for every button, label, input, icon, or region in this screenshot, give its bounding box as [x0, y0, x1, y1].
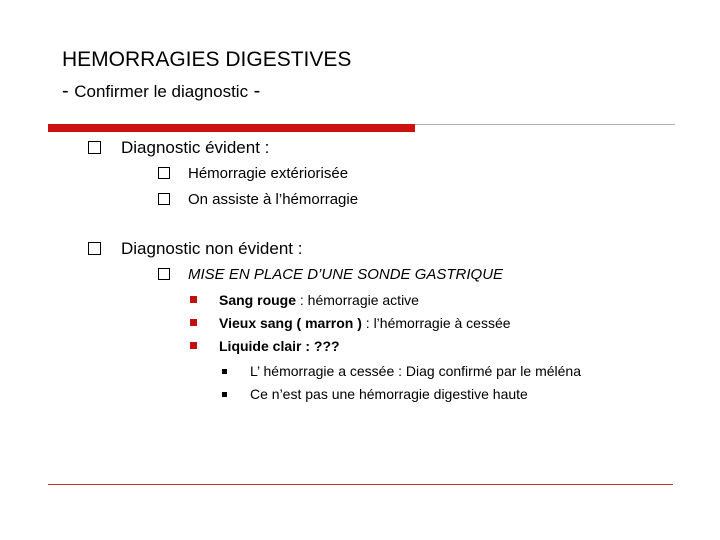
slide-subtitle [62, 80, 260, 103]
square-outline-bullet-icon [158, 268, 170, 280]
sub-bullet-label: Hémorragie extériorisée [188, 165, 349, 182]
footer-rule [48, 484, 673, 485]
level3-bullet-item [190, 291, 419, 309]
level4-label: Ce n’est pas une hémorragie digestive haute [250, 386, 528, 402]
level3-bold-label: Vieux sang ( marron ) [219, 315, 362, 331]
sub-bullet-label: MISE EN PLACE D’UNE SONDE GASTRIQUE [188, 266, 504, 283]
small-square-bullet-icon [222, 392, 227, 397]
sub-bullet-item [158, 265, 503, 285]
bullet-label: Diagnostic non évident : [121, 239, 303, 258]
level3-bold-label: Liquide clair : ??? [219, 338, 340, 354]
bullet-item-diagnostic-non-evident [88, 238, 302, 260]
slide-title: HEMORRAGIES DIGESTIVES [62, 48, 352, 71]
square-outline-bullet-icon [88, 242, 101, 255]
subtitle-text: Confirmer le diagnostic [74, 82, 249, 101]
red-square-bullet-icon [190, 319, 197, 326]
square-outline-bullet-icon [88, 141, 101, 154]
level4-label: L’ hémorragie a cessée : Diag confirmé par le méléna [250, 363, 581, 379]
square-outline-bullet-icon [158, 193, 170, 205]
level3-label: : l’hémorragie à cessée [361, 315, 511, 331]
level4-bullet-item [222, 385, 528, 403]
level3-bold-label: Sang rouge [219, 292, 297, 308]
level3-label: : hémorragie active [296, 292, 419, 308]
level4-bullet-item [222, 362, 581, 380]
subtitle-dash-left: - [62, 80, 75, 102]
square-outline-bullet-icon [158, 167, 170, 179]
subtitle-dash-right: - [248, 80, 261, 102]
sub-bullet-item [158, 190, 358, 210]
level3-bullet-item [190, 314, 511, 332]
title-rule-accent [48, 124, 415, 132]
sub-bullet-item [158, 164, 348, 184]
bullet-label: Diagnostic évident : [121, 138, 270, 157]
bullet-item-diagnostic-evident [88, 137, 269, 159]
sub-bullet-label: On assiste à l’hémorragie [188, 191, 359, 208]
level3-bullet-item [190, 337, 340, 355]
red-square-bullet-icon [190, 296, 197, 303]
small-square-bullet-icon [222, 369, 227, 374]
red-square-bullet-icon [190, 342, 197, 349]
title-rule-thin [415, 124, 675, 125]
